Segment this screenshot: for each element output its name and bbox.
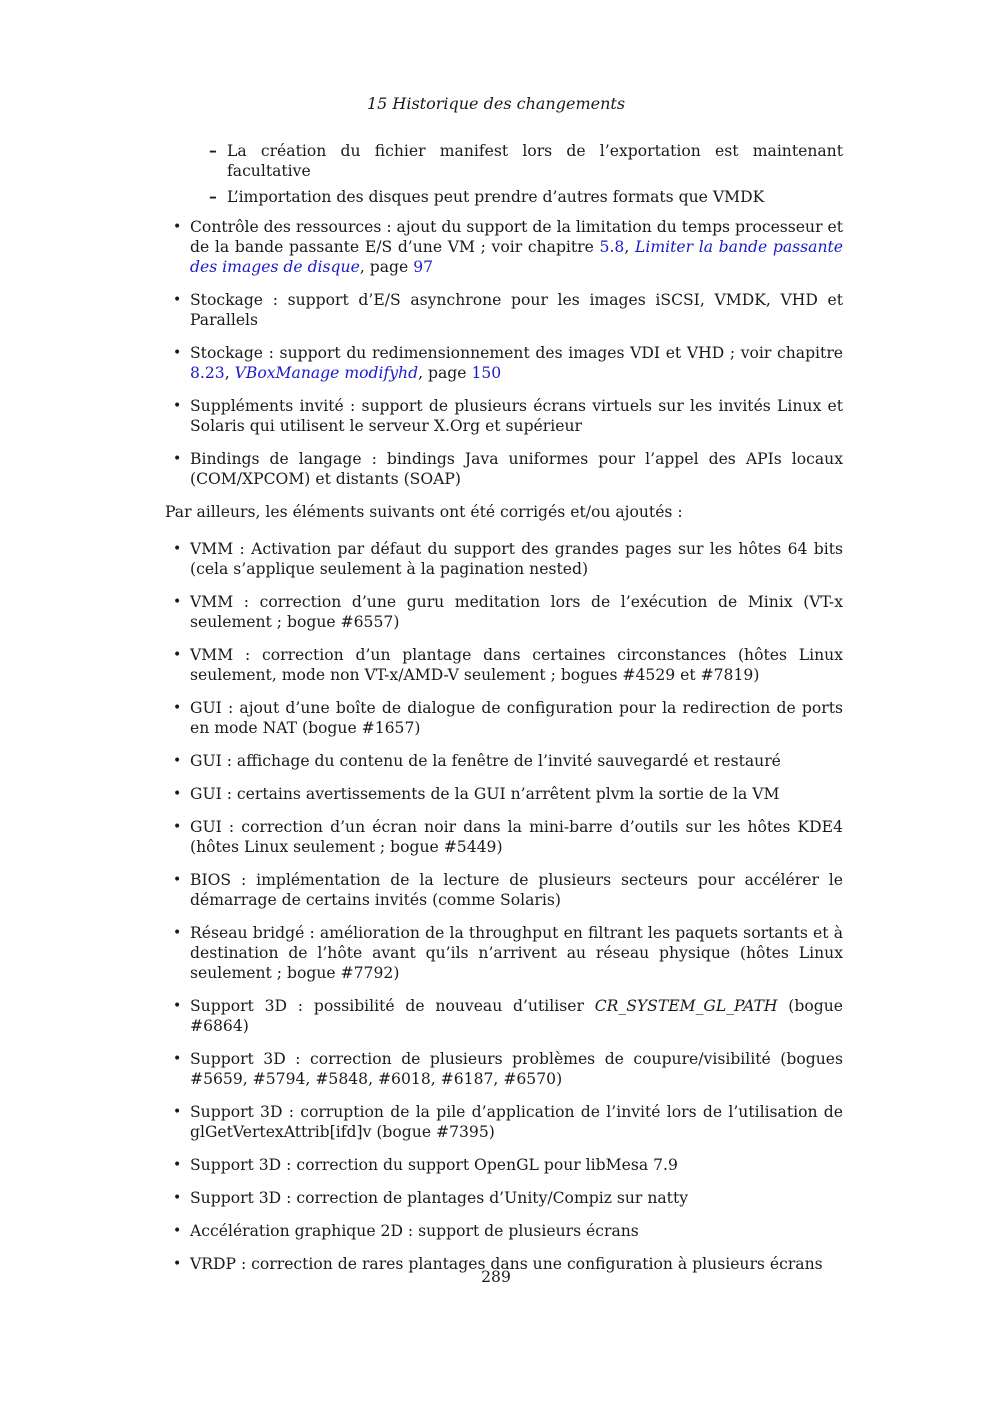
list-item: – L’importation des disques peut prendre d’autres formats que VMDK: [209, 187, 765, 206]
list-item: • Accélération graphique 2D : support de plusieurs écrans: [173, 1222, 639, 1240]
list-item: • Stockage : support du redimensionnement des images VDI et VHD ; voir chapitre 8.23, VBoxManage modifyhd, page 150: [173, 344, 843, 382]
bullet-marker: •: [173, 594, 182, 610]
list-item: • GUI : ajout d’une boîte de dialogue de configuration pour la redirection de ports en mode NAT (bogue #1657): [173, 699, 843, 737]
bullet-marker: •: [173, 451, 182, 467]
section-ref-link[interactable]: 8.23: [190, 364, 225, 382]
sub-list: [165, 141, 843, 207]
bullet-marker: •: [173, 872, 182, 888]
list-item: • VRDP : correction de rares plantages dans une configuration à plusieurs écrans: [173, 1255, 823, 1273]
list-item: • GUI : correction d’un écran noir dans la mini-barre d’outils sur les hôtes KDE4 (hôtes Linux seulement ; bogue #5449): [173, 818, 843, 856]
list-item: • Support 3D : correction de plantages d’Unity/Compiz sur natty: [173, 1189, 689, 1207]
page-number: 289: [481, 1268, 511, 1286]
bullet-marker: •: [173, 219, 182, 235]
bullet-marker: •: [173, 925, 182, 941]
list-item: • VMM : correction d’un plantage dans certaines circonstances (hôtes Linux seulement, mode non VT-x/AMD-V seulement ; bogues #4529 et #7819): [173, 646, 843, 684]
section-title-link[interactable]: VBoxManage modifyhd: [234, 364, 419, 382]
bullet-marker: •: [173, 541, 182, 557]
list-item: • GUI : certains avertissements de la GUI n’arrêtent plvm la sortie de la VM: [173, 785, 780, 803]
list-item: – La création du fichier manifest lors de l’exportation est maintenant facultative: [209, 141, 843, 180]
bullet-marker: •: [173, 647, 182, 663]
page-body: [165, 141, 843, 1287]
dash-marker: –: [209, 141, 217, 160]
list-item: • Suppléments invité : support de plusieurs écrans virtuels sur les invités Linux et Solaris qui utilisent le serveur X.Org et supérieur: [173, 397, 843, 435]
list-item: • Support 3D : correction du support OpenGL pour libMesa 7.9: [173, 1156, 678, 1174]
bullet-marker: •: [173, 345, 182, 361]
bullet-marker: •: [173, 786, 182, 802]
bullet-marker: •: [173, 1104, 182, 1120]
bullet-marker: •: [173, 819, 182, 835]
bullet-marker: •: [173, 292, 182, 308]
list-item: • Support 3D : possibilité de nouveau d’utiliser CR_SYSTEM_GL_PATH (bogue #6864): [173, 997, 843, 1035]
list-item: • Bindings de langage : bindings Java uniformes pour l’appel des APIs locaux (COM/XPCOM) et distants (SOAP): [173, 450, 843, 488]
dash-marker: –: [209, 187, 217, 206]
section-title-link[interactable]: Limiter la bande passante des images de disque: [190, 238, 843, 276]
page-ref-link[interactable]: 97: [413, 258, 434, 276]
bullet-marker: •: [173, 1157, 182, 1173]
list-item: • Réseau bridgé : amélioration de la throughput en filtrant les paquets sortants et à destination de l’hôte avant qu’ils n’arrivent au réseau physique (hôtes Linux seulement ; bogue #7792): [173, 924, 843, 982]
list-item: • VMM : Activation par défaut du support des grandes pages sur les hôtes 64 bits (cela s’applique seulement à la pagination nested): [173, 540, 843, 578]
fixes-list: [165, 539, 843, 1274]
list-item: • Support 3D : corruption de la pile d’application de l’invité lors de l’utilisation de glGetVertexAttrib[ifd]v (bogue #7395): [173, 1103, 843, 1141]
page-ref-link[interactable]: 150: [471, 364, 502, 382]
list-item: • Stockage : support d’E/S asynchrone pour les images iSCSI, VMDK, VHD et Parallels: [173, 291, 843, 329]
bullet-marker: •: [173, 1256, 182, 1272]
running-header: 15 Historique des changements: [366, 94, 626, 113]
bullet-marker: •: [173, 700, 182, 716]
intro-paragraph: Par ailleurs, les éléments suivants ont été corrigés et/ou ajoutés :: [165, 503, 683, 521]
bullet-marker: •: [173, 1051, 182, 1067]
bullet-marker: •: [173, 1190, 182, 1206]
bullet-marker: •: [173, 398, 182, 414]
section-ref-link[interactable]: 5.8: [599, 238, 625, 256]
bullet-marker: •: [173, 753, 182, 769]
env-variable-name: CR_SYSTEM_GL_PATH: [594, 997, 778, 1015]
feature-list: [165, 217, 843, 489]
bullet-marker: •: [173, 998, 182, 1014]
list-item: • Support 3D : correction de plusieurs problèmes de coupure/visibilité (bogues #5659, #5794, #5848, #6018, #6187, #6570): [173, 1050, 843, 1088]
list-item: • Contrôle des ressources : ajout du support de la limitation du temps processeur et de la bande passante E/S d’une VM ; voir chapitre 5.8, Limiter la bande passante des images de disque, page 97: [173, 218, 843, 276]
bullet-marker: •: [173, 1223, 182, 1239]
list-item: • VMM : correction d’une guru meditation lors de l’exécution de Minix (VT-x seulement ; bogue #6557): [173, 593, 843, 631]
list-item: • GUI : affichage du contenu de la fenêtre de l’invité sauvegardé et restauré: [173, 752, 781, 770]
list-item: • BIOS : implémentation de la lecture de plusieurs secteurs pour accélérer le démarrage de certains invités (comme Solaris): [173, 871, 843, 909]
